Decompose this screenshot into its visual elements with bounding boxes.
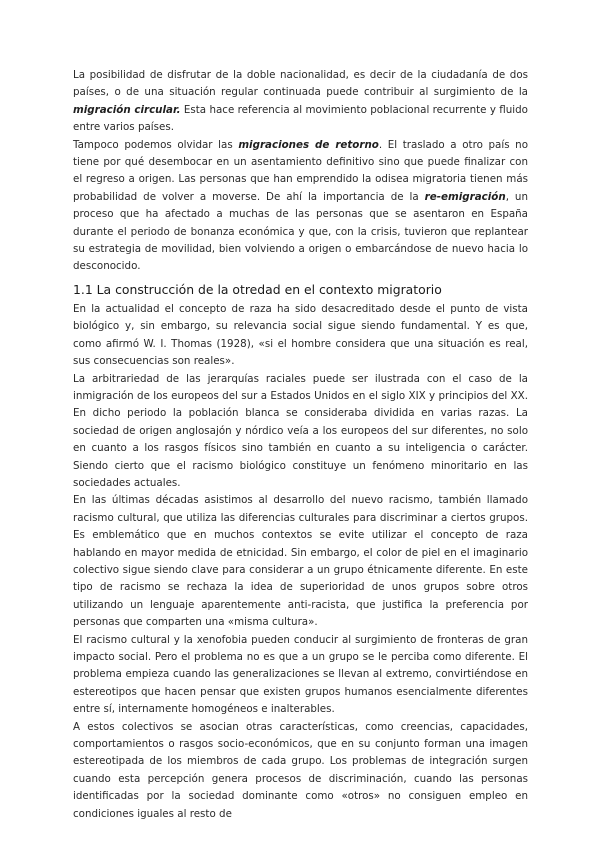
paragraph-racial-hierarchies: La arbitrariedad de las jerarquías raciales puede ser ilustrada con el caso de la inmigración de los europeos del sur a Estados Unidos en el siglo XIX y principios del XX. En dicho periodo la población blanca se consideraba dividida en varias razas. La sociedad de origen anglosajón y nórdico veía a los europeos del sur diferentes, no solo en cuanto a los rasgos físicos sino también en cuanto a su inteligencia o carácter. Siendo cierto que el racismo biológico constituye un fenómeno minoritario en las sociedades actuales. bbox=[73, 372, 528, 489]
paragraph-text: La posibilidad de disfrutar de la doble nacionalidad, es decir de la ciudadanía de dos países, o de una situación regular continuada puede contribuir al surgimiento de la bbox=[73, 69, 528, 99]
paragraph-return-migration bbox=[73, 137, 528, 276]
paragraph-cultural-racism: En las últimas décadas asistimos al desarrollo del nuevo racismo, también llamado racismo cultural, que utiliza las diferencias culturales para discriminar a ciertos grupos. Es emblemático que en muchos contextos se evite utilizar el concepto de raza hablando en mayor medida de etnicidad. Sin embargo, el color de piel en el imaginario colectivo sigue siendo clave para considerar a un grupo étnicamente diferente. En este tipo de racismo se rechaza la idea de superioridad de unos grupos sobre otros utilizando un lenguaje aparentemente anti-racista, que justifica la preferencia por personas que comparten una «misma cultura». bbox=[73, 494, 528, 629]
paragraph-text: Tampoco podemos olvidar las bbox=[73, 138, 239, 151]
document-page bbox=[73, 67, 528, 823]
paragraph-circular-migration bbox=[73, 67, 528, 137]
emphasis-migraciones-de-retorno: migraciones de retorno bbox=[238, 138, 379, 151]
paragraph-stereotypes: A estos colectivos se asocian otras características, como creencias, capacidades, comportamientos o rasgos socio-económicos, que en su conjunto forman una imagen estereotipada de los miembros de cada grupo. Los problemas de integración surgen cuando esta percepción genera procesos de discriminación, cuando las personas identificadas por la sociedad dominante como «otros» no consiguen empleo en condiciones iguales al resto de bbox=[73, 720, 528, 820]
paragraph-text: Esta hace referencia al movimiento poblacional recurrente y fluido entre varios países. bbox=[73, 103, 528, 134]
paragraph-race-concept: En la actualidad el concepto de raza ha sido desacreditado desde el punto de vista biológico y, sin embargo, su relevancia social sigue siendo fundamental. Y es que, como afirmó W. I. Thomas (1928), «si el hombre considera que una situación es real, sus consecuencias son reales». bbox=[73, 302, 528, 368]
paragraph-text: , un proceso que ha afectado a muchas de las personas que se asentaron en España durante el periodo de bonanza económica y que, con la crisis, tuvieron que replantear su estrategia de movilidad, bien volviendo a origen o embarcándose de nuevo hacia lo desconocido. bbox=[73, 190, 528, 273]
section-heading: 1.1 La construcción de la otredad en el contexto migratorio bbox=[73, 281, 442, 297]
emphasis-re-emigracion: re-emigración bbox=[424, 190, 506, 203]
emphasis-migracion-circular: migración circular. bbox=[73, 103, 181, 116]
paragraph-xenophobia: El racismo cultural y la xenofobia pueden conducir al surgimiento de fronteras de gran impacto social. Pero el problema no es que a un grupo se le perciba como diferente. El problema empieza cuando las generalizaciones se llevan al extremo, convirtiéndose en estereotipos que hacen pensar que existen grupos humanos esencialmente diferentes entre sí, internamente homogéneos e inalterables. bbox=[73, 633, 528, 716]
paragraph-text: . El traslado a otro país no tiene por qué desembocar en un asentamiento definitivo sino que puede finalizar con el regreso a origen. Las personas que han emprendido la odisea migratoria tienen más probabilidad de volver a moverse. De ahí la importancia de la bbox=[73, 138, 528, 203]
